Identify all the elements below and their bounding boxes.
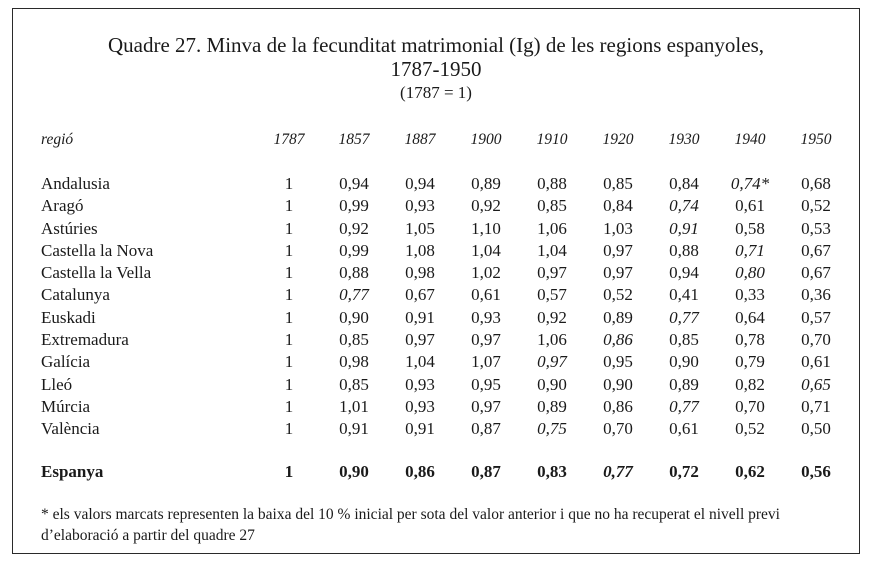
value-cell: 0,70 xyxy=(801,330,831,350)
value-cell: 0,90 xyxy=(339,307,369,327)
value-cell: 1,04 xyxy=(405,352,435,372)
value-cell: 0,95 xyxy=(603,352,633,372)
value-cell: 0,97 xyxy=(537,352,567,372)
header-year: 1910 xyxy=(536,130,568,148)
table-row xyxy=(41,173,849,195)
header-year: 1920 xyxy=(602,130,634,148)
value-cell: 0,36 xyxy=(801,285,831,305)
value-cell: 0,61 xyxy=(669,419,699,439)
total-row xyxy=(41,461,849,483)
value-cell: 0,61 xyxy=(471,285,501,305)
value-cell: 0,77 xyxy=(669,307,699,327)
region-name: Euskadi xyxy=(41,307,96,327)
value-cell: 0,57 xyxy=(801,307,831,327)
value-cell: 0,64 xyxy=(735,307,765,327)
value-cell: 0,65 xyxy=(801,374,831,394)
table-title: Quadre 27. Minva de la fecunditat matrimonial (Ig) de les regions espanyoles, xyxy=(107,33,765,57)
value-cell: 0,71 xyxy=(801,396,831,416)
value-cell: 0,85 xyxy=(603,174,633,193)
table-row xyxy=(41,351,849,373)
value-cell: 0,41 xyxy=(669,285,699,305)
table-frame xyxy=(12,8,860,554)
value-cell: 1,04 xyxy=(537,240,567,260)
value-cell: 0,50 xyxy=(801,419,831,439)
region-name: València xyxy=(41,419,100,439)
region-name: Castella la Nova xyxy=(41,240,154,260)
value-cell: 0,98 xyxy=(405,263,435,283)
value-cell: 0,97 xyxy=(603,240,633,260)
table-row xyxy=(41,262,849,284)
value-cell: 0,70 xyxy=(735,396,765,416)
value-cell: 0,94 xyxy=(669,263,699,283)
table-title-base: (1787 = 1) xyxy=(400,83,472,102)
value-cell: 0,93 xyxy=(405,396,435,416)
value-cell: 0,91 xyxy=(405,419,435,439)
value-cell: 0,79 xyxy=(735,352,765,372)
value-cell: 0,52 xyxy=(801,196,831,216)
value-cell: 0,88 xyxy=(339,263,369,283)
header-year: 1950 xyxy=(800,130,832,148)
value-cell: 0,53 xyxy=(801,218,831,238)
value-cell: 1,03 xyxy=(603,218,633,238)
header-year: 1887 xyxy=(404,130,436,148)
table-title-years: 1787-1950 xyxy=(390,57,482,81)
value-cell: 0,88 xyxy=(537,174,567,193)
value-cell: 0,90 xyxy=(603,374,633,394)
header-year: 1940 xyxy=(734,130,766,148)
value-cell: 0,90 xyxy=(669,352,699,372)
region-name: Aragó xyxy=(41,196,84,216)
value-cell: 0,52 xyxy=(603,285,633,305)
value-cell: 0,33 xyxy=(735,285,765,305)
value-cell: 0,87 xyxy=(471,419,501,439)
table-row xyxy=(41,218,849,240)
value-cell: 0,75 xyxy=(537,419,567,439)
value-cell: 0,93 xyxy=(405,374,435,394)
value-cell: 0,93 xyxy=(471,307,501,327)
value-cell: 1,05 xyxy=(405,218,435,238)
value-cell: 0,77 xyxy=(669,396,699,416)
value-cell: 0,91 xyxy=(669,218,699,238)
fertility-table xyxy=(41,127,849,483)
region-name: Galícia xyxy=(41,352,91,372)
table-row xyxy=(41,418,849,440)
value-cell: 0,62 xyxy=(735,461,765,481)
value-cell: 0,97 xyxy=(471,396,501,416)
value-cell: 0,91 xyxy=(405,307,435,327)
value-cell: 0,58 xyxy=(735,218,765,238)
value-cell: 1 xyxy=(284,263,294,283)
value-cell: 0,85 xyxy=(339,374,369,394)
value-cell: 0,93 xyxy=(405,196,435,216)
value-cell: 1 xyxy=(284,330,294,350)
value-cell: 0,89 xyxy=(471,174,501,193)
value-cell: 0,98 xyxy=(339,352,369,372)
region-name: Múrcia xyxy=(41,396,91,416)
value-cell: 1,04 xyxy=(471,240,501,260)
value-cell: 0,97 xyxy=(471,330,501,350)
value-cell: 0,97 xyxy=(405,330,435,350)
header-year: 1787 xyxy=(273,130,305,148)
value-cell: 1,02 xyxy=(471,263,501,283)
value-cell: 0,90 xyxy=(339,461,369,481)
value-cell: 1 xyxy=(284,196,294,216)
value-cell: 0,74* xyxy=(730,174,770,193)
region-name: Andalusia xyxy=(41,174,110,193)
value-cell: 0,85 xyxy=(537,196,567,216)
footnote: * els valors marcats representen la baixa del 10 % inicial per sota del valor anterior i que no ha recuperat el nivell previ d’elaboració a partir del quadre 27 xyxy=(41,506,780,544)
value-cell: 0,80 xyxy=(735,263,765,283)
value-cell: 0,77 xyxy=(603,461,633,481)
value-cell: 0,89 xyxy=(669,374,699,394)
value-cell: 1,01 xyxy=(339,396,369,416)
value-cell: 0,72 xyxy=(669,461,699,481)
value-cell: 0,97 xyxy=(603,263,633,283)
value-cell: 0,71 xyxy=(735,240,765,260)
table-row xyxy=(41,307,849,329)
value-cell: 0,70 xyxy=(603,419,633,439)
value-cell: 0,94 xyxy=(339,174,369,193)
value-cell: 0,74 xyxy=(669,196,699,216)
value-cell: 0,68 xyxy=(801,174,831,193)
table-row xyxy=(41,195,849,217)
value-cell: 0,84 xyxy=(669,174,699,193)
value-cell: 0,86 xyxy=(603,330,633,350)
value-cell: 0,95 xyxy=(471,374,501,394)
value-cell: 1 xyxy=(284,461,294,481)
value-cell: 0,61 xyxy=(801,352,831,372)
header-year: 1930 xyxy=(668,130,700,148)
value-cell: 0,94 xyxy=(405,174,435,193)
value-cell: 0,85 xyxy=(669,330,699,350)
value-cell: 0,92 xyxy=(471,196,501,216)
value-cell: 1 xyxy=(284,307,294,327)
value-cell: 0,77 xyxy=(339,285,369,305)
value-cell: 1 xyxy=(284,240,294,260)
table-row xyxy=(41,284,849,306)
header-row xyxy=(41,127,849,153)
value-cell: 0,67 xyxy=(405,285,435,305)
region-name: Lleó xyxy=(41,374,73,394)
region-name: Espanya xyxy=(41,461,104,481)
value-cell: 0,88 xyxy=(669,240,699,260)
value-cell: 1 xyxy=(284,352,294,372)
value-cell: 0,86 xyxy=(405,461,435,481)
header-region: regió xyxy=(41,130,74,148)
value-cell: 0,82 xyxy=(735,374,765,394)
region-name: Castella la Vella xyxy=(41,263,152,283)
value-cell: 0,84 xyxy=(603,196,633,216)
table-row xyxy=(41,374,849,396)
value-cell: 1 xyxy=(284,396,294,416)
table-row xyxy=(41,329,849,351)
value-cell: 0,52 xyxy=(735,419,765,439)
value-cell: 0,90 xyxy=(537,374,567,394)
value-cell: 0,89 xyxy=(537,396,567,416)
value-cell: 1 xyxy=(284,374,294,394)
value-cell: 0,61 xyxy=(735,196,765,216)
value-cell: 1 xyxy=(284,174,294,193)
header-year: 1900 xyxy=(470,130,502,148)
value-cell: 0,78 xyxy=(735,330,765,350)
table-row xyxy=(41,240,849,262)
value-cell: 0,86 xyxy=(603,396,633,416)
value-cell: 1,10 xyxy=(471,218,501,238)
value-cell: 0,57 xyxy=(537,285,567,305)
value-cell: 1,06 xyxy=(537,218,567,238)
value-cell: 1,08 xyxy=(405,240,435,260)
table-row xyxy=(41,396,849,418)
value-cell: 1,07 xyxy=(471,352,501,372)
value-cell: 0,67 xyxy=(801,263,831,283)
value-cell: 0,91 xyxy=(339,419,369,439)
header-year: 1857 xyxy=(338,130,370,148)
value-cell: 0,89 xyxy=(603,307,633,327)
value-cell: 0,97 xyxy=(537,263,567,283)
value-cell: 0,83 xyxy=(537,461,567,481)
value-cell: 0,85 xyxy=(339,330,369,350)
region-name: Catalunya xyxy=(41,285,110,305)
region-name: Astúries xyxy=(41,218,98,238)
value-cell: 1 xyxy=(284,419,294,439)
value-cell: 0,56 xyxy=(801,461,831,481)
value-cell: 1 xyxy=(284,218,294,238)
value-cell: 0,67 xyxy=(801,240,831,260)
value-cell: 0,87 xyxy=(471,461,501,481)
value-cell: 1 xyxy=(284,285,294,305)
table-body xyxy=(41,153,849,483)
value-cell: 0,99 xyxy=(339,240,369,260)
region-name: Extremadura xyxy=(41,330,129,350)
value-cell: 0,99 xyxy=(339,196,369,216)
value-cell: 1,06 xyxy=(537,330,567,350)
value-cell: 0,92 xyxy=(537,307,567,327)
value-cell: 0,92 xyxy=(339,218,369,238)
